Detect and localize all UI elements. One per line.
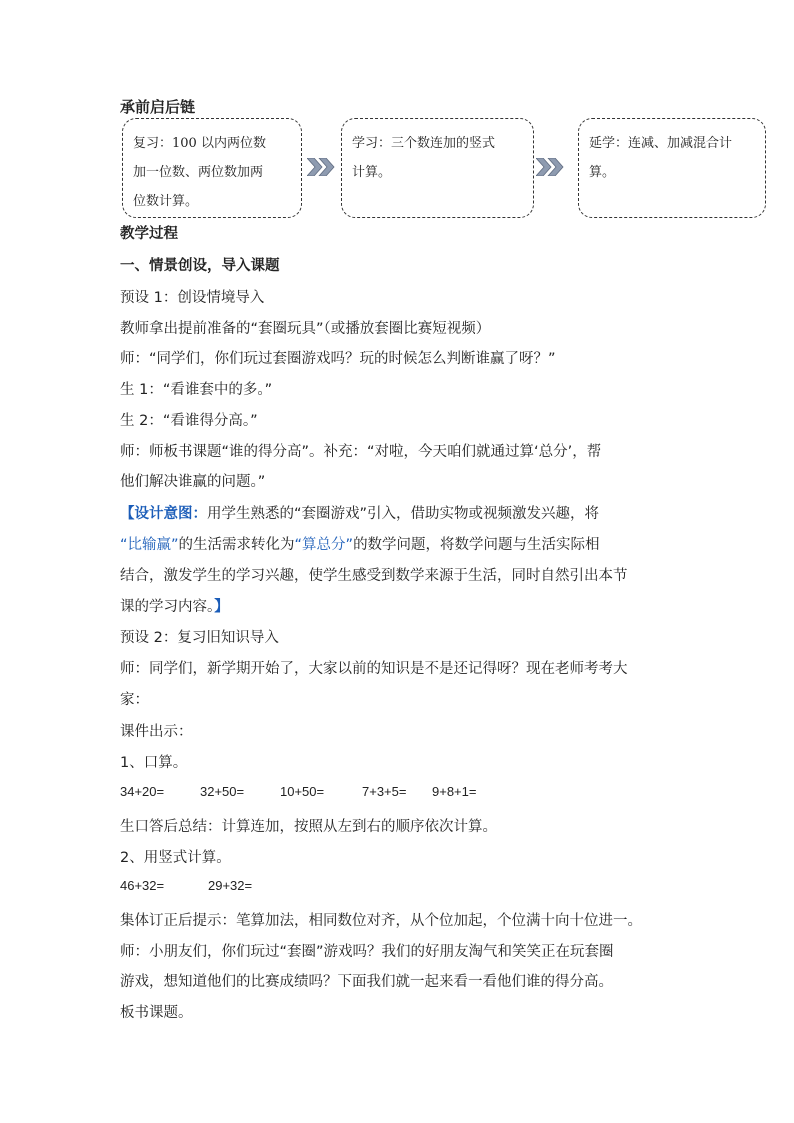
oral-calc-item: 10+50= [280,784,325,799]
paragraph-line: 他们解决谁赢的问题。” [120,474,266,490]
extend-box [578,118,766,218]
keyword: “比输赢” [120,537,179,553]
paragraph-line: 游戏，想知道他们的比赛成绩吗？下面我们就一起来看一看他们谁的得分高。 [120,974,613,990]
paragraph-line: 生 1：“看谁套中的多。” [120,382,273,398]
oral-calc-item: 34+20= [120,784,165,799]
learn-box [341,118,534,218]
paragraph-line: 1、口算。 [120,755,188,771]
design-intent-line: 结合，激发学生的学习兴趣，使学生感受到数学来源于生活，同时自然引出本节 [120,568,628,584]
design-text: 课的学习内容。 [120,599,215,615]
vertical-calc-item: 46+32= [120,878,165,893]
oral-calc-item: 7+3+5= [362,784,407,799]
paragraph-line: 2、用竖式计算。 [120,850,231,866]
keyword: “算总分” [294,537,354,553]
design-text: 的生活需求转化为 [178,537,295,553]
paragraph-line: 教师拿出提前准备的“套圈玩具”（或播放套圈比赛短视频） [120,321,491,337]
paragraph-line: 师：同学们，新学期开始了，大家以前的知识是不是还记得呀？现在老师考考大 [120,661,628,677]
paragraph-line: 集体订正后提示：笔算加法，相同数位对齐，从个位加起，个位满十向十位进一。 [120,913,642,929]
design-intent-end: 】 [214,599,229,615]
vertical-calc-item: 29+32= [208,878,253,893]
design-intent-line [120,533,600,554]
vertical-calc-row [120,878,252,893]
paragraph-line: 家： [120,692,149,708]
design-intent-line [120,502,599,523]
design-text: 的数学问题，将数学问题与生活实际相 [353,537,600,553]
design-intent-line [120,595,229,616]
design-text: 用学生熟悉的“套圈游戏”引入，借助实物或视频激发兴趣，将 [207,506,600,522]
process-heading: 教学过程 [120,226,178,242]
double-chevron-right-icon [536,158,566,176]
section-title: 一、情景创设，导入课题 [120,258,280,274]
paragraph-line: 师：师板书课题“谁的得分高”。补充：“对啦，今天咱们就通过算‘总分’，帮 [120,444,602,460]
design-intent-label: 【设计意图： [120,506,207,522]
preset-2: 预设 2：复习旧知识导入 [120,630,279,646]
extend-line: 算。 [589,165,616,180]
paragraph-line: 课件出示： [120,724,193,740]
chain-heading: 承前启后链 [120,98,196,116]
oral-calc-row [120,784,476,799]
oral-calc-item: 9+8+1= [432,784,477,799]
oral-calc-item: 32+50= [200,784,245,799]
double-chevron-right-icon [307,158,337,176]
learn-line: 计算。 [352,165,392,180]
paragraph-line: 师：小朋友们，你们玩过“套圈”游戏吗？我们的好朋友淘气和笑笑正在玩套圈 [120,944,614,960]
review-line: 加一位数、两位数加两 [133,165,264,180]
preset-1: 预设 1：创设情境导入 [120,290,265,306]
paragraph-line: 生 2：“看谁得分高。” [120,413,258,429]
review-box [122,118,302,218]
extend-line: 延学：连减、加减混合计 [589,136,733,151]
paragraph-line: 师：“同学们，你们玩过套圈游戏吗？玩的时候怎么判断谁赢了呀？” [120,351,556,367]
paragraph-line: 生口答后总结：计算连加，按照从左到右的顺序依次计算。 [120,819,497,835]
review-line: 复习：100 以内两位数 [133,136,266,151]
review-line: 位数计算。 [133,194,199,209]
learn-line: 学习：三个数连加的竖式 [352,136,496,151]
paragraph-line: 板书课题。 [120,1005,193,1021]
